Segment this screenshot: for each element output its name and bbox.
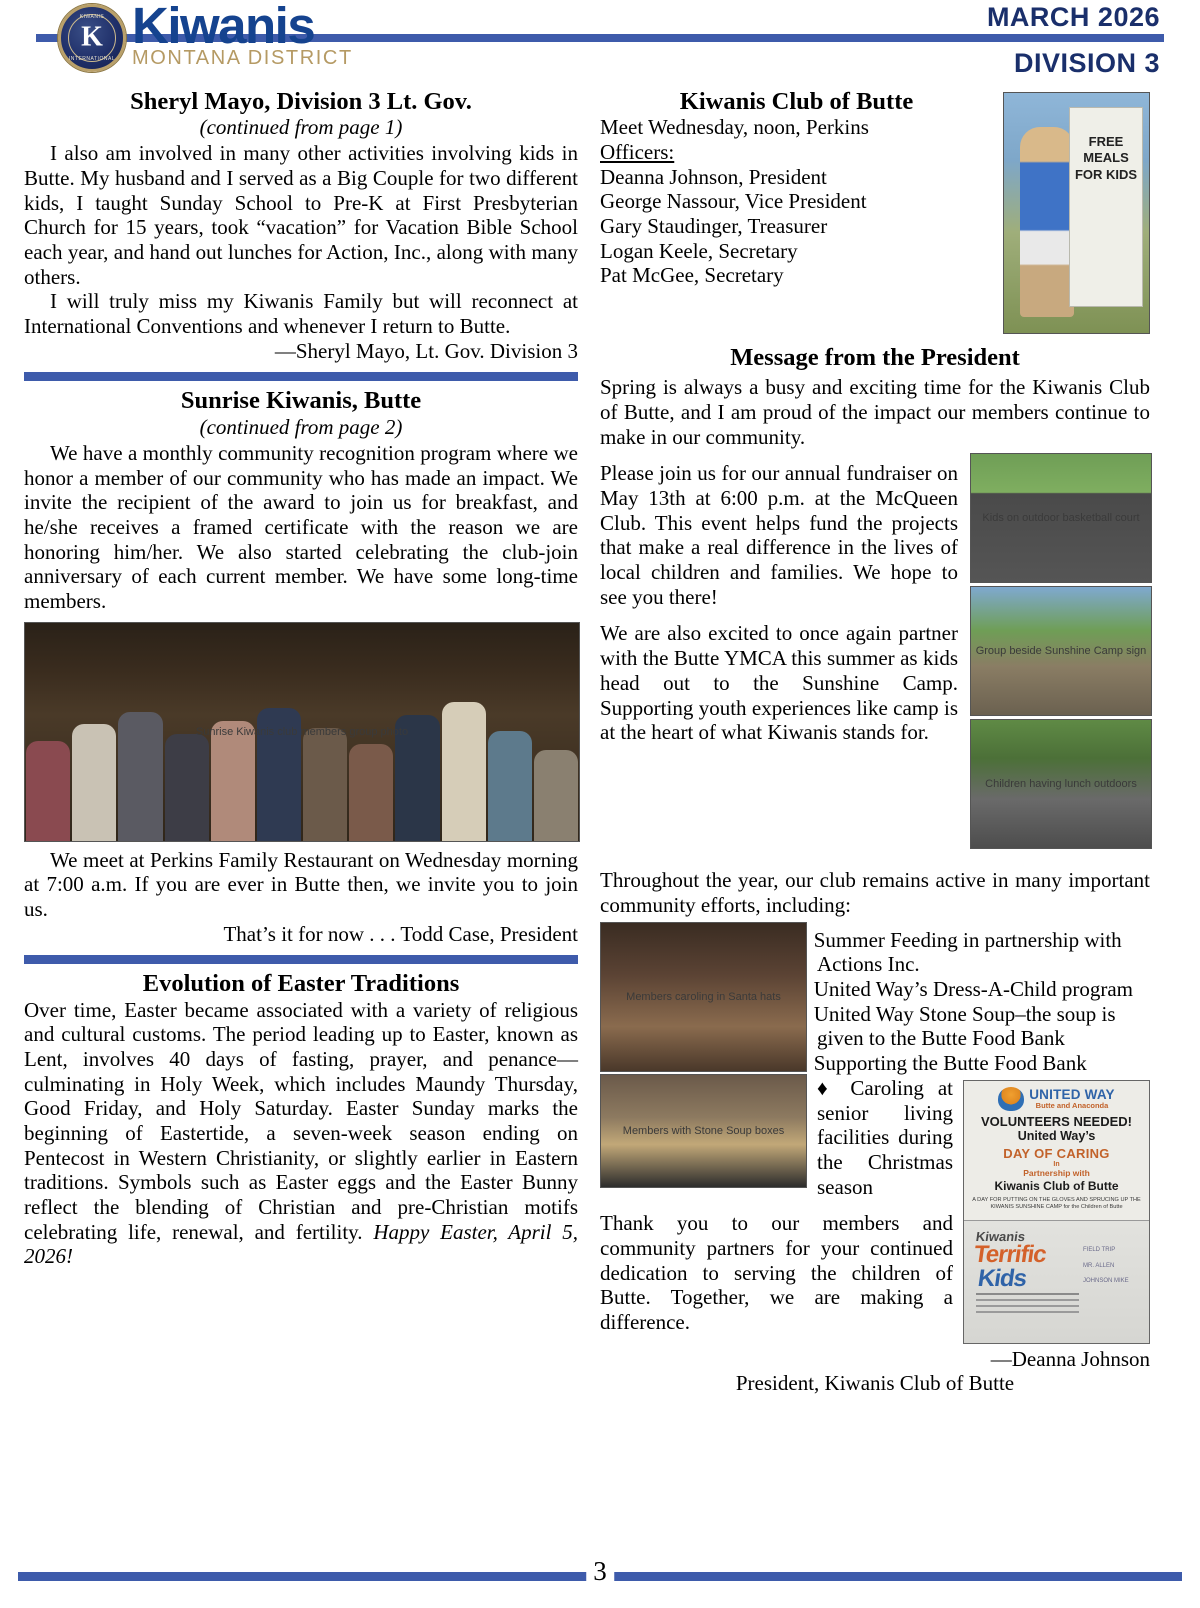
issue-date: MARCH 2026 [986,2,1160,32]
photo-caption-soup: Members with Stone Soup boxes [622,1124,785,1137]
seal-letter: K [81,21,103,53]
bullet-text-2: United Way’s Dress-A-Child program [813,977,1134,1002]
photo-caption-picnic: Children having lunch outdoors [985,778,1137,791]
photo-person-shape [1020,127,1074,317]
flyer-org: UNITED WAY [1029,1086,1115,1102]
officer-secretary-1: Logan Keele, Secretary [600,238,798,263]
photo-caption-sunrise: Sunrise Kiwanis club members group photo [195,725,409,738]
seal-arc-bottom: INTERNATIONAL [68,56,116,62]
president-paragraph-2: Please join us for our annual fundraiser on May 13th at 6:00 p.m. at the McQueen Club. This event helps fund the projects that make a real difference in the lives of local children and families. We hope to see you there! [600,461,958,609]
bullet-caroling-text: Caroling at senior living facilities during the Christmas season [817,1075,954,1199]
photo-camp-picnic [970,719,1152,849]
flyer-line-4: In [1053,1160,1060,1168]
sunrise-paragraph-1: We have a monthly community recognition program where we honor a member of our community who has made an impact. We invite the recipient of the award to join us for breakfast, and he/she receives a framed certificate with the reason we are honoring him/her. We also started celebrating the club-join anniversary of each current member. We have some long-time members. [24,440,578,613]
photo-caption-court: Kids on outdoor basketball court [982,512,1140,525]
photo-sunrise-group [24,622,580,842]
united-way-logo [968,1087,1145,1111]
united-way-hand-icon [998,1087,1024,1111]
photo-caption-camp-group: Group beside Sunshine Camp sign [975,645,1147,658]
photo-terrific-kids [964,1220,1149,1343]
sheryl-signature: —Sheryl Mayo, Lt. Gov. Division 3 [274,338,578,363]
terrific-kids-word: Kids [976,1264,1028,1292]
president-paragraph-3: We are also excited to once again partner with the Butte YMCA this summer as kids head out to the Sunshine Camp. Supporting youth experiences like camp is at the heart of what Kiwanis stands for. [600,621,958,745]
article-continued-sheryl: (continued from page 1) [199,115,403,140]
flyer-line-2: United Way’s [1017,1128,1096,1143]
president-signature-title: President, Kiwanis Club of Butte [735,1371,1015,1396]
photo-caroling [600,922,807,1072]
bullet-text-1: Summer Feeding in partnership with Actions Inc. [813,927,1122,977]
masthead [18,0,1182,86]
article-title-sunrise: Sunrise Kiwanis, Butte [180,387,422,415]
easter-text-italic: Happy Easter, April 5, 2026! [24,1219,579,1269]
flyer-line-1: VOLUNTEERS NEEDED! [981,1113,1132,1129]
sheryl-paragraph-2: I will truly miss my Kiwanis Family but will reconnect at International Conventions and whenever I return to Butte. [24,289,578,339]
officer-president: Deanna Johnson, President [600,164,827,189]
division-label: DIVISION 3 [1013,48,1160,78]
easter-paragraph [24,998,578,1269]
officers-underline: Officers: [600,140,675,165]
page-number: 3 [586,1558,614,1585]
photo-stone-soup [600,1074,807,1188]
club-meeting-info: Meet Wednesday, noon, Perkins [600,115,869,140]
kiwanis-logo [58,2,353,72]
right-column [600,86,1150,1396]
president-closing: Thank you to our members and community partners for your continued dedication to serving the children of Butte. Together, we are making a difference. [600,1211,953,1334]
bullet-text-4: Supporting the Butte Food Bank [813,1051,1087,1076]
photo-stack-community [600,922,805,1190]
president-paragraph-1: Spring is always a busy and exciting time for the Kiwanis Club of Butte, and I am proud of the impact our members continue to make in our community. [600,375,1150,449]
photo-united-way-flyer [963,1080,1150,1344]
handwriting-line-1: FIELD TRIP [1083,1246,1116,1253]
left-column [24,86,578,1396]
photo-free-meals [1003,92,1150,334]
photo-camp-group [970,586,1152,716]
handwriting-line-3: JOHNSON MIKE [1083,1278,1129,1285]
flyer-footnote: A DAY FOR PUTTING ON THE GLOVES AND SPRUCING UP THE KIWANIS SUNSHINE CAMP for the Children of Butte [972,1196,1141,1211]
brand-name: Kiwanis [132,0,315,54]
seal-arc-top: KIWANIS [79,14,105,20]
page-footer [18,1558,1182,1592]
handwriting-line-2: MR. ALLEN [1083,1262,1115,1269]
section-divider-2 [24,955,578,964]
article-title-sheryl-mayo: Sheryl Mayo, Division 3 Lt. Gov. [130,88,472,115]
club-title: Kiwanis Club of Butte [679,88,914,115]
terrific-kiwanis-label: Kiwanis [974,1228,1027,1244]
photo-caption-caroling: Members caroling in Santa hats [626,990,781,1003]
bullet-diamond-icon: ♦ [817,1075,837,1100]
district-name: MONTANA DISTRICT [132,47,353,69]
kiwanis-seal-icon [58,4,126,72]
officer-treasurer: Gary Staudinger, Treasurer [600,214,828,239]
section-divider-1 [24,372,578,381]
photo-people-shapes [25,679,579,840]
article-title-easter: Evolution of Easter Traditions [142,970,460,998]
content-columns [18,86,1182,1396]
flyer-org-sub: Butte and Anaconda [1035,1101,1109,1111]
terrific-word: Terrific [972,1240,1048,1268]
easter-text-plain: Over time, Easter became associated with a variety of religious and cultural customs. The period leading up to Easter, known as Lent, involves 40 days of fasting, prayer, and penance—culminating in Holy Week, which includes Maundy Thursday, Good Friday, and Holy Saturday. Easter Sunday marks the beginning of Eastertide, a seven-week season ending on Pentecost in Western Christianity, or slightly earlier in Eastern traditions. Symbols such as Easter eggs and the Easter Bunny reflect the blending of Christian and pre-Christian motifs celebrating life, renewal, and fertility. [24,997,578,1244]
flyer-line-5: Partnership with [1023,1167,1090,1178]
terrific-handwriting [1083,1243,1141,1290]
terrific-text-lines [976,1293,1079,1295]
officer-vice-president: George Nassour, Vice President [600,189,867,214]
officer-secretary-2: Pat McGee, Secretary [600,263,784,288]
united-way-text [1029,1088,1115,1111]
free-meals-sign: FREE MEALS FOR KIDS [1069,107,1143,307]
flyer-line-3: DAY OF CARING [1003,1145,1110,1161]
sunrise-paragraph-2: We meet at Perkins Family Restaurant on Wednesday morning at 7:00 a.m. If you are ever in Butte then, we invite you to join us. [24,847,578,921]
president-paragraph-4: Throughout the year, our club remains active in many important community efforts, including: [600,868,1150,918]
bullet-text-3: United Way Stone Soup–the soup is given to the Butte Food Bank [813,1001,1116,1051]
sunrise-signature: That’s it for now . . . Todd Case, President [223,921,578,946]
flyer-line-6: Kiwanis Club of Butte [994,1178,1119,1193]
photo-stack-camp [970,453,1150,852]
wordmark [132,2,353,68]
president-signature-name: —Deanna Johnson [990,1346,1150,1371]
president-message-title: Message from the President [730,344,1020,371]
photo-basketball-court [970,453,1152,583]
flyer-united-way [964,1081,1149,1220]
article-continued-sunrise: (continued from page 2) [199,414,403,439]
sheryl-paragraph-1: I also am involved in many other activities involving kids in Butte. My husband and I served as a Big Couple for two different kids, I taught Sunday School to Pre-K at First Presbyterian Church for 15 years, took “vacation” for Vacation Bible School each year, and hand out lunches for Action, Inc., along with many others. [24,141,578,289]
